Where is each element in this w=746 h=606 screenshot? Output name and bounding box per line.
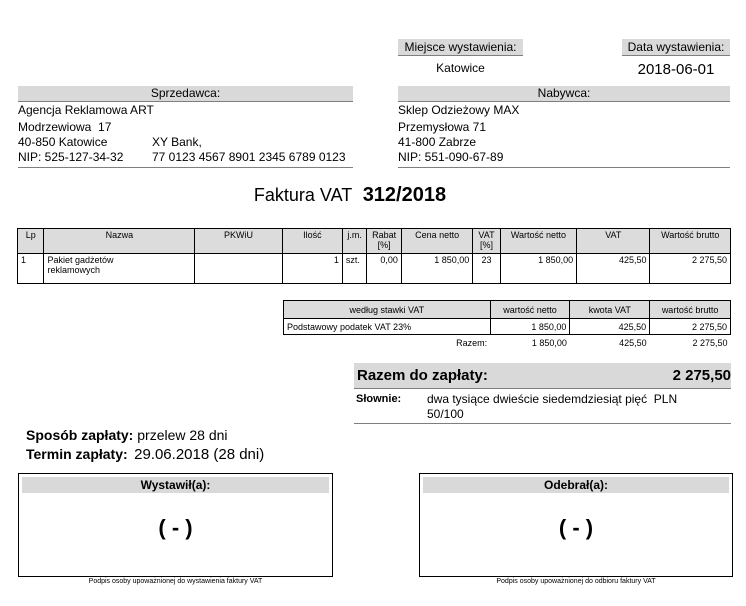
- vat-summary-table: [283, 300, 731, 350]
- vat-col-gross: wartość brutto: [650, 301, 731, 319]
- received-signature-caption: Podpis osoby upoważnionej do odbioru faktury VAT: [496, 578, 656, 585]
- words-divider: [354, 423, 731, 424]
- payment-method: [26, 427, 228, 443]
- words-label: Słownie:: [356, 393, 402, 405]
- cell-unit: szt.: [342, 254, 366, 284]
- vat-amount: 425,50: [570, 319, 650, 335]
- seller-street: Modrzewiowa 17: [18, 120, 112, 134]
- col-vat-label: VAT: [478, 230, 495, 240]
- vat-total-label: Razem:: [456, 337, 488, 348]
- vat-net: 1 850,00: [490, 319, 570, 335]
- seller-header: Sprzedawca:: [18, 86, 353, 102]
- buyer-name: Sklep Odzieżowy MAX: [398, 103, 520, 117]
- vat-total-net: 1 850,00: [531, 337, 567, 348]
- invoice-title-block: [0, 184, 700, 207]
- col-rabat-unit: [%]: [377, 240, 391, 250]
- buyer-street: Przemysłowa 71: [398, 120, 487, 134]
- col-gross-value: Wartość brutto: [650, 229, 731, 254]
- col-qty: Ilość: [282, 229, 342, 254]
- vat-rate: Podstawowy podatek VAT 23%: [284, 319, 491, 335]
- cell-name: [44, 254, 195, 284]
- col-rabat-label: Rabat: [372, 230, 397, 240]
- vat-col-net: wartość netto: [490, 301, 570, 319]
- col-pkwiu: PKWiU: [195, 229, 283, 254]
- cell-vat-amount: 425,50: [577, 254, 650, 284]
- issued-signature-mark: ( - ): [158, 515, 193, 540]
- seller-divider: [18, 167, 353, 168]
- col-unit: j.m.: [342, 229, 366, 254]
- cell-vat: 23: [473, 254, 501, 284]
- vat-row: [284, 319, 731, 335]
- col-lp: Lp: [18, 229, 44, 254]
- cell-gross-value: 2 275,50: [650, 254, 731, 284]
- issued-signature-header: Wystawił(a):: [22, 477, 329, 493]
- vat-col-vat: kwota VAT: [570, 301, 650, 319]
- seller-bank-account: 77 0123 4567 8901 2345 6789 0123: [152, 150, 346, 164]
- buyer-city: 41-800 Zabrze: [398, 135, 477, 149]
- date-value: 2018-06-01: [637, 61, 715, 78]
- received-signature-header: Odebrał(a):: [423, 477, 729, 493]
- words-line1: dwa tysiące dwieście siedemdziesiąt pięć PLN: [427, 392, 678, 406]
- buyer-divider: [398, 167, 730, 168]
- cell-name-line2: reklamowych: [47, 265, 100, 275]
- invoice-number: 312/2018: [362, 184, 447, 206]
- cell-pkwiu: [195, 254, 283, 284]
- date-label: Data wystawienia:: [622, 39, 730, 56]
- col-vat-unit: [%]: [479, 240, 493, 250]
- payment-due-label: Termin zapłaty:: [26, 446, 128, 462]
- col-net-price: Cena netto: [401, 229, 472, 254]
- payment-method-value: przelew 28 dni: [137, 427, 228, 443]
- to-pay-bar: [354, 363, 731, 389]
- cell-net-price: 1 850,00: [401, 254, 472, 284]
- table-row: [18, 254, 731, 284]
- to-pay-amount: 2 275,50: [672, 367, 731, 384]
- vat-total-vat: 425,50: [619, 337, 647, 348]
- vat-col-rate: według stawki VAT: [284, 301, 491, 319]
- place-value: Katowice: [436, 61, 485, 75]
- items-table: [17, 228, 731, 284]
- vat-total-gross: 2 275,50: [692, 337, 728, 348]
- col-rabat: [367, 229, 402, 254]
- cell-lp: 1: [18, 254, 44, 284]
- buyer-nip: NIP: 551-090-67-89: [398, 150, 504, 164]
- vat-header-row: [284, 301, 731, 319]
- cell-qty: 1: [282, 254, 342, 284]
- buyer-header: Nabywca:: [398, 86, 730, 102]
- payment-method-label: Sposób zapłaty:: [26, 427, 134, 443]
- col-vat-amount: VAT: [577, 229, 650, 254]
- cell-net-value: 1 850,00: [500, 254, 576, 284]
- col-vat: [473, 229, 501, 254]
- place-label: Miejsce wystawienia:: [398, 39, 523, 56]
- words-line2: 50/100: [427, 407, 464, 421]
- col-name: Nazwa: [44, 229, 195, 254]
- vat-total-row: [284, 335, 731, 351]
- seller-city: 40-850 Katowice: [18, 135, 108, 149]
- seller-nip: NIP: 525-127-34-32: [18, 150, 124, 164]
- invoice-title: Faktura VAT: [253, 185, 353, 205]
- issued-signature-caption: Podpis osoby upoważnionej do wystawienia faktury VAT: [88, 578, 263, 585]
- cell-name-line1: Pakiet gadżetów: [47, 255, 114, 265]
- vat-gross: 2 275,50: [650, 319, 731, 335]
- items-header-row: [18, 229, 731, 254]
- payment-due-value: 29.06.2018 (28 dni): [134, 446, 265, 463]
- to-pay-label: Razem do zapłaty:: [357, 367, 488, 384]
- seller-name: Agencja Reklamowa ART: [18, 103, 154, 117]
- payment-due: [26, 446, 264, 464]
- received-signature-mark: ( - ): [558, 515, 594, 540]
- cell-rabat: 0,00: [367, 254, 402, 284]
- col-net-value: Wartość netto: [500, 229, 576, 254]
- seller-bank-name: XY Bank,: [152, 135, 202, 149]
